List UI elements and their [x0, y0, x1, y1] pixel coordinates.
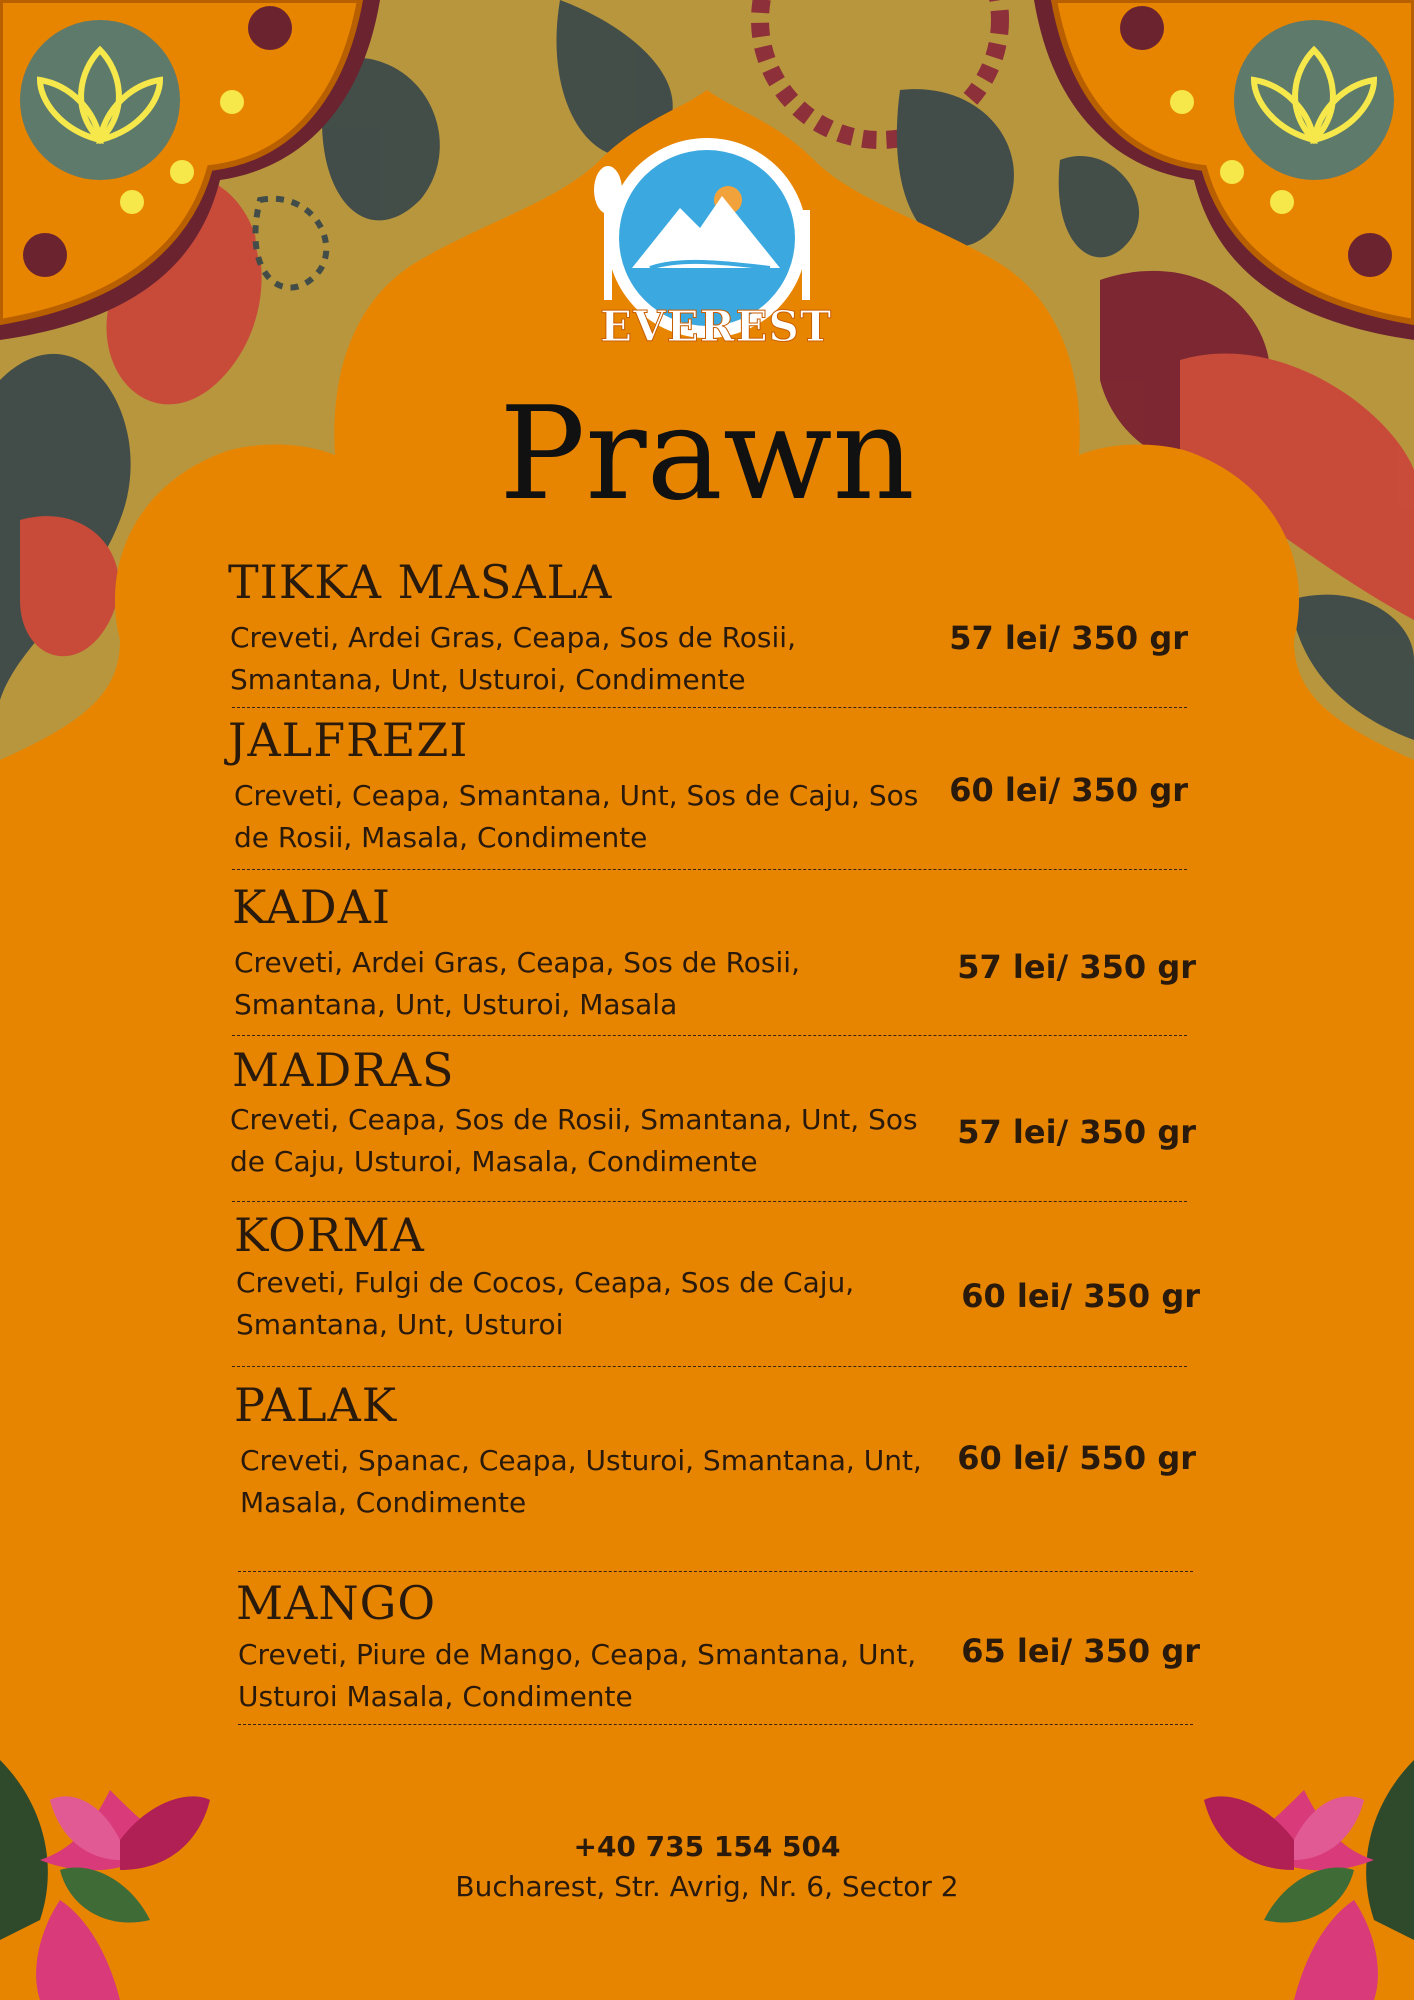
item-price: 60 lei/ 550 gr [957, 1439, 1196, 1477]
divider [232, 869, 1187, 870]
item-name: JALFREZI [228, 713, 469, 767]
item-description: Creveti, Ceapa, Sos de Rosii, Smantana, Unt, Sos de Caju, Usturoi, Masala, Condimente [230, 1103, 918, 1178]
item-description: Creveti, Ardei Gras, Ceapa, Sos de Rosii, Smantana, Unt, Usturoi, Masala [234, 946, 800, 1021]
divider [232, 1035, 1187, 1036]
divider [232, 1366, 1187, 1367]
divider [238, 1724, 1193, 1725]
item-name: MADRAS [232, 1043, 455, 1097]
logo-wordmark: EVEREST [600, 302, 833, 351]
divider [238, 1571, 1193, 1572]
item-price: 57 lei/ 350 gr [949, 619, 1188, 657]
item-name: KADAI [232, 880, 391, 934]
item-description: Creveti, Piure de Mango, Ceapa, Smantana, Unt, Usturoi Masala, Condimente [238, 1638, 917, 1713]
item-description: Creveti, Ceapa, Smantana, Unt, Sos de Caju, Sos de Rosii, Masala, Condimente [234, 779, 919, 854]
item-description: Creveti, Ardei Gras, Ceapa, Sos de Rosii, Smantana, Unt, Usturoi, Condimente [230, 621, 796, 696]
item-price: 65 lei/ 350 gr [961, 1632, 1200, 1670]
item-name: KORMA [234, 1208, 425, 1262]
item-price: 60 lei/ 350 gr [949, 771, 1188, 809]
item-price: 57 lei/ 350 gr [957, 948, 1196, 986]
item-name: TIKKA MASALA [228, 555, 613, 609]
divider [232, 707, 1187, 708]
page-title: Prawn [499, 380, 915, 529]
item-price: 57 lei/ 350 gr [957, 1113, 1196, 1151]
item-description: Creveti, Spanac, Ceapa, Usturoi, Smantana, Unt, Masala, Condimente [240, 1444, 922, 1519]
item-name: PALAK [234, 1378, 398, 1432]
item-price: 60 lei/ 350 gr [961, 1277, 1200, 1315]
divider [232, 1201, 1187, 1202]
phone-number[interactable]: +40 735 154 504 [573, 1830, 841, 1863]
item-description: Creveti, Fulgi de Cocos, Ceapa, Sos de Caju, Smantana, Unt, Usturoi [236, 1266, 855, 1341]
address: Bucharest, Str. Avrig, Nr. 6, Sector 2 [455, 1870, 959, 1903]
item-name: MANGO [236, 1576, 437, 1630]
